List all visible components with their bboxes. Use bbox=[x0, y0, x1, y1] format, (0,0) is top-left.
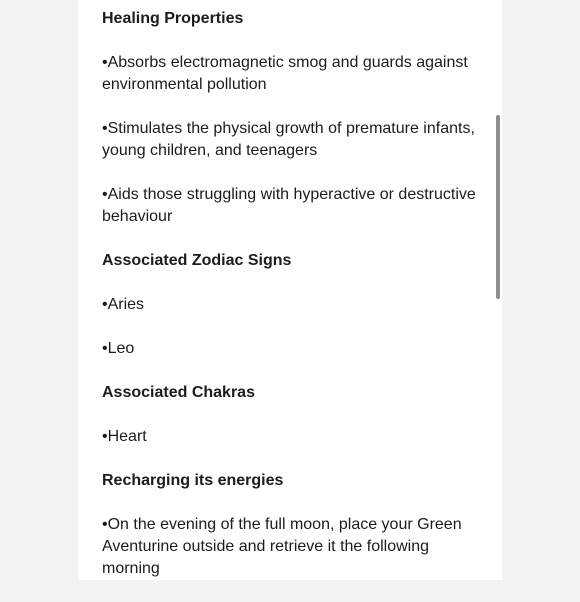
article-content bbox=[102, 8, 482, 602]
list-item: •Heart bbox=[102, 428, 147, 445]
list-item: •Aries bbox=[102, 296, 145, 313]
list-item: •Leo bbox=[102, 340, 135, 357]
list-item: •Aids those struggling with hyperactive or destructive behaviour bbox=[102, 186, 476, 225]
section-heading-recharging: Recharging its energies bbox=[102, 472, 284, 489]
section-heading-zodiac-signs: Associated Zodiac Signs bbox=[102, 252, 292, 269]
document-page bbox=[78, 0, 502, 580]
list-item: •Absorbs electromagnetic smog and guards against environmental pollution bbox=[102, 54, 468, 93]
section-heading-healing-properties: Healing Properties bbox=[102, 10, 244, 27]
scrollbar-thumb[interactable] bbox=[496, 115, 500, 299]
list-item: •On the evening of the full moon, place your Green Aventurine outside and retrieve it the following morning bbox=[102, 516, 462, 577]
section-heading-chakras: Associated Chakras bbox=[102, 384, 255, 401]
list-item: •Stimulates the physical growth of premature infants, young children, and teenagers bbox=[102, 120, 475, 159]
